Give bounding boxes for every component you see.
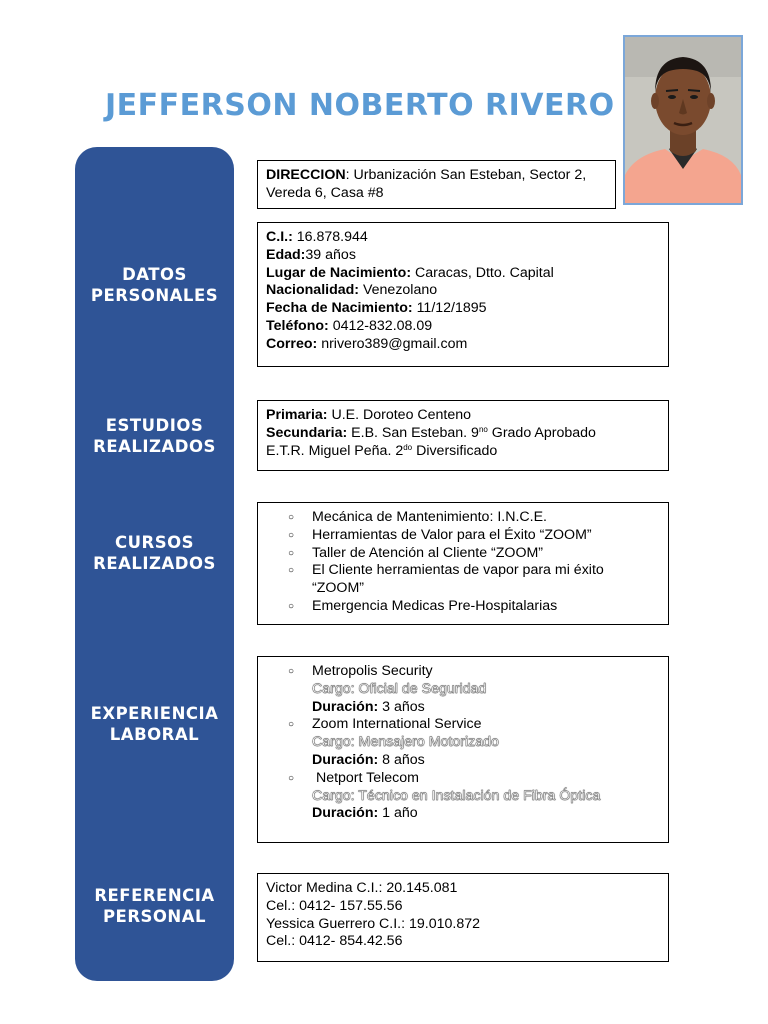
field-value: 16.878.944 [292,229,368,245]
duration [312,752,660,770]
courses-box [257,502,669,625]
field-value: Caracas, Dtto. Capital [411,264,554,281]
experience-item [266,770,660,823]
address-value: : Urbanización San Esteban, Sector 2, Vereda 6, Casa #8 [266,167,587,201]
experience-list [266,663,660,823]
courses-list [266,509,660,616]
field-label: Correo: [266,335,318,352]
reference-line: Cel.: 0412- 157.55.56 [266,897,403,914]
duration [312,805,660,823]
field-label: Teléfono: [266,317,329,334]
personal-edad [266,247,660,265]
field-value: nrivero389@gmail.com [317,335,468,352]
field-label: Edad: [266,246,306,263]
field-label: Nacionalidad: [266,282,360,299]
field-label: C.I.: [266,229,293,245]
personal-telefono [266,318,660,336]
field-label: Primaria: [266,407,328,423]
field-label: Fecha de Nacimiento: [266,300,413,317]
experience-box [257,656,669,843]
ordinal-superscript: do [403,442,413,452]
field-label: Duración: [312,698,379,715]
field-value: E.B. San Esteban. 9 [347,424,479,441]
company-name: ○ Zoom International Service [312,716,482,733]
candidate-name: JEFFERSON NOBERTO RIVERO [105,88,615,123]
company-name: ○ Metropolis Security [312,663,433,679]
section-heading-datos-personales: DATOS PERSONALES [90,265,219,305]
field-label: Lugar de Nacimiento: [266,264,412,281]
field-label: Duración: [312,751,379,768]
field-value: 1 año [378,805,418,822]
job-title: Cargo: Técnico en Instalación de Fibra Óptica [312,787,601,804]
references-box [257,873,669,962]
duration [312,699,660,717]
reference-line: Victor Medina C.I.: 20.145.081 [266,880,458,896]
profile-photo [623,35,743,205]
field-value: Venezolano [359,282,438,299]
field-value: Diversificado [412,442,498,459]
field-value: E.T.R. Miguel Peña. 2 [266,442,404,459]
list-item: ○ Emergencia Medicas Pre-Hospitalarias [266,598,660,616]
ordinal-superscript: no [478,424,488,434]
company-name: ○ Netport Telecom [312,769,419,786]
section-heading-cursos: CURSOS REALIZADOS [93,533,216,573]
address-text [266,167,586,201]
personal-nacionalidad [266,282,660,300]
study-primaria [266,407,660,425]
list-item: ○ El Cliente herramientas de vapor para mi éxito “ZOOM” [266,562,660,598]
study-etr [266,443,660,461]
section-heading-experiencia: EXPERIENCIA LABORAL [90,704,219,744]
study-secundaria [266,425,660,443]
field-value: Grado Aprobado [487,424,596,441]
personal-fecha [266,300,660,318]
list-item: ○ Mecánica de Mantenimiento: I.N.C.E. [266,509,660,527]
field-value: 0412-832.08.09 [328,317,433,334]
field-label: Secundaria: [266,424,348,441]
field-value: 8 años [378,751,425,768]
field-value: 39 años [305,246,356,263]
field-value: 3 años [378,698,425,715]
reference-line: Yessica Guerrero C.I.: 19.010.872 [266,915,480,932]
experience-item [266,663,660,716]
field-value: U.E. Doroteo Centeno [327,407,472,423]
personal-data-box [257,222,669,367]
field-value: 11/12/1895 [412,300,487,317]
list-item: ○ Taller de Atención al Cliente “ZOOM” [266,545,660,563]
section-heading-referencia: REFERENCIA PERSONAL [94,886,215,926]
reference-line: Cel.: 0412- 854.42.56 [266,933,403,950]
person-photo-image [625,37,741,203]
personal-ci [266,229,660,247]
address-box [257,160,616,209]
job-title: Cargo: Oficial de Seguridad [312,680,487,697]
job-title: Cargo: Mensajero Motorizado [312,734,499,751]
experience-item [266,716,660,769]
section-heading-estudios: ESTUDIOS REALIZADOS [93,416,216,456]
address-label: DIRECCION [266,167,346,183]
personal-correo [266,336,660,354]
field-label: Duración: [312,805,379,822]
list-item: ○ Herramientas de Valor para el Éxito “ZOOM” [266,527,660,545]
studies-box [257,400,669,471]
personal-lugar [266,265,660,283]
